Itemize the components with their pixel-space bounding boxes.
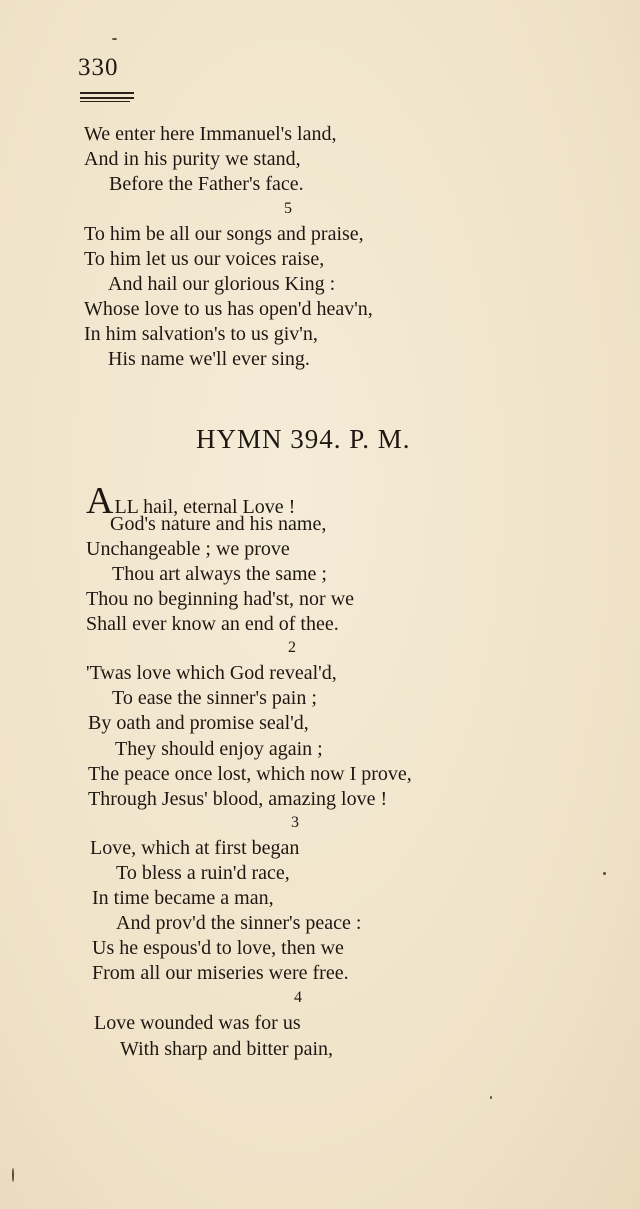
verse-line: God's nature and his name, bbox=[110, 513, 327, 535]
verse-line: We enter here Immanuel's land, bbox=[84, 123, 337, 145]
verse-line: And hail our glorious King : bbox=[108, 273, 336, 295]
header-rule bbox=[80, 97, 134, 99]
verse-line: The peace once lost, which now I prove, bbox=[88, 763, 412, 785]
verse-line: Thou no beginning had'st, nor we bbox=[86, 588, 355, 610]
verse-line: Before the Father's face. bbox=[109, 173, 304, 195]
verse-line: Love, which at first began bbox=[90, 837, 300, 859]
verse-line: To ease the sinner's pain ; bbox=[112, 687, 317, 709]
verse-line: Through Jesus' blood, amazing love ! bbox=[88, 788, 388, 810]
verse-line: Us he espous'd to love, then we bbox=[92, 937, 344, 959]
first-line-text: LL hail, eternal Love ! bbox=[114, 496, 296, 518]
stanza-number: 3 bbox=[291, 814, 299, 831]
verse-line: To him let us our voices raise, bbox=[84, 248, 325, 270]
verse-line: His name we'll ever sing. bbox=[108, 348, 310, 370]
verse-line: In him salvation's to us giv'n, bbox=[84, 323, 318, 345]
hymn-title: HYMN 394. P. M. bbox=[196, 424, 411, 454]
verse-line: And prov'd the sinner's peace : bbox=[116, 912, 362, 934]
paper-speck bbox=[603, 872, 606, 875]
verse-line: By oath and promise seal'd, bbox=[88, 712, 309, 734]
verse-line: And in his purity we stand, bbox=[84, 148, 301, 170]
verse-line: They should enjoy again ; bbox=[115, 738, 323, 760]
paper-speck bbox=[112, 38, 117, 40]
verse-line: Whose love to us has open'd heav'n, bbox=[84, 298, 373, 320]
paper-speck bbox=[490, 1096, 492, 1099]
drop-cap: A bbox=[86, 480, 114, 522]
header-rule bbox=[80, 101, 130, 102]
header-rule bbox=[80, 92, 134, 94]
verse-line: Unchangeable ; we prove bbox=[86, 538, 290, 560]
verse-line: Shall ever know an end of thee. bbox=[86, 613, 339, 635]
verse-line: With sharp and bitter pain, bbox=[120, 1038, 334, 1060]
verse-line: To him be all our songs and praise, bbox=[84, 223, 364, 245]
verse-line: Love wounded was for us bbox=[94, 1012, 301, 1034]
verse-line: To bless a ruin'd race, bbox=[116, 862, 290, 884]
stanza-number: 5 bbox=[284, 200, 292, 217]
verse-line: From all our miseries were free. bbox=[92, 962, 349, 984]
paper-speck bbox=[12, 1168, 14, 1182]
verse-line: Thou art always the same ; bbox=[112, 563, 327, 585]
verse-line: 'Twas love which God reveal'd, bbox=[86, 662, 337, 684]
stanza-number: 2 bbox=[288, 639, 296, 656]
page-number: 330 bbox=[78, 54, 119, 81]
stanza-number: 4 bbox=[294, 989, 302, 1006]
verse-line: In time became a man, bbox=[92, 887, 274, 909]
